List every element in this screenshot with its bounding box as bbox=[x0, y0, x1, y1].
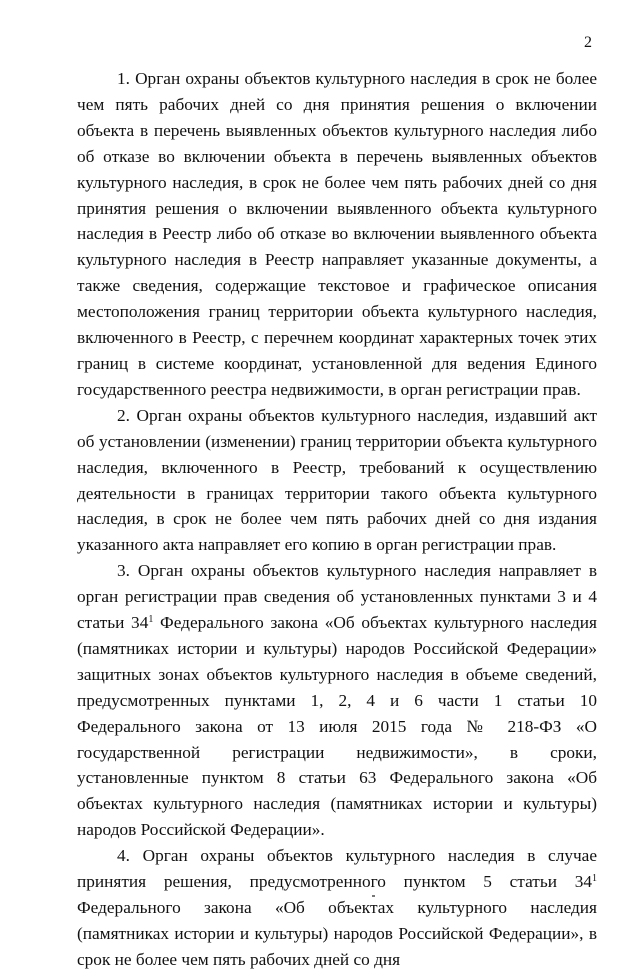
article-superscript: 1 bbox=[148, 614, 154, 626]
page-number: 2 bbox=[584, 34, 592, 51]
paragraph-3-text-start: 3. Орган охраны объектов культурного наследия направляет в орган регистрации прав сведения об установленных пунктами 3 и 4 статьи 34 bbox=[77, 561, 597, 633]
paragraph-3-text-end: Федерального закона «Об объектах культурного наследия (памятниках истории и культуры) народов Российской Федерации» защитных зонах объектов культурного наследия в объеме сведений, предусмотренных пунктами 1, 2, 4 и 6 части 1 статьи 10 Федерального закона от 13 июля 2015 года № 218-ФЗ «О государственной регистрации недвижимости», в сроки, установленные пунктом 8 статьи 63 Федерального закона «Об объектах культурного наследия (памятниках истории и культуры) народов Российской Федерации». bbox=[77, 613, 597, 840]
paragraph-4-text-end: Федерального закона «Об объектах культурного наследия (памятниках истории и культуры) народов Российской Федерации», в срок не более чем пять рабочих дней со дня bbox=[77, 898, 597, 969]
article-superscript: 1 bbox=[592, 873, 597, 885]
paragraph-4-text-start: 4. Орган охраны объектов культурного наследия в случае принятия решения, предусмотренного пунктом 5 статьи 34 bbox=[77, 846, 597, 892]
paragraph-1: 1. Орган охраны объектов культурного наследия в срок не более чем пять рабочих дней со дня принятия решения о включении объекта в перечень выявленных объектов культурного наследия либо об отказе во включении объекта в перечень выявленных объектов культурного наследия, в срок не более чем пять рабочих дней со дня принятия решения о включении выявленного объекта культурного наследия в Реестр либо об отказе во включении выявленного объекта культурного наследия в Реестр направляет указанные документы, а также сведения, содержащие текстовое и графическое описания местоположения границ территории объекта культурного наследия, включенного в Реестр, с перечнем координат характерных точек этих границ в системе координат, установленной для ведения Единого государственного реестра недвижимости, в орган регистрации прав. bbox=[77, 69, 597, 399]
document-body bbox=[77, 66, 597, 973]
paragraph-2: 2. Орган охраны объектов культурного наследия, издавший акт об установлении (изменении) границ территории объекта культурного наследия, включенного в Реестр, требований к осуществлению деятельности в границах территории такого объекта культурного наследия, в срок не более чем пять рабочих дней со дня издания указанного акта направляет его копию в орган регистрации прав. bbox=[77, 405, 597, 555]
scan-artifact-mark bbox=[372, 895, 375, 897]
paragraph-3 bbox=[77, 558, 597, 843]
paragraph-4 bbox=[77, 843, 597, 973]
